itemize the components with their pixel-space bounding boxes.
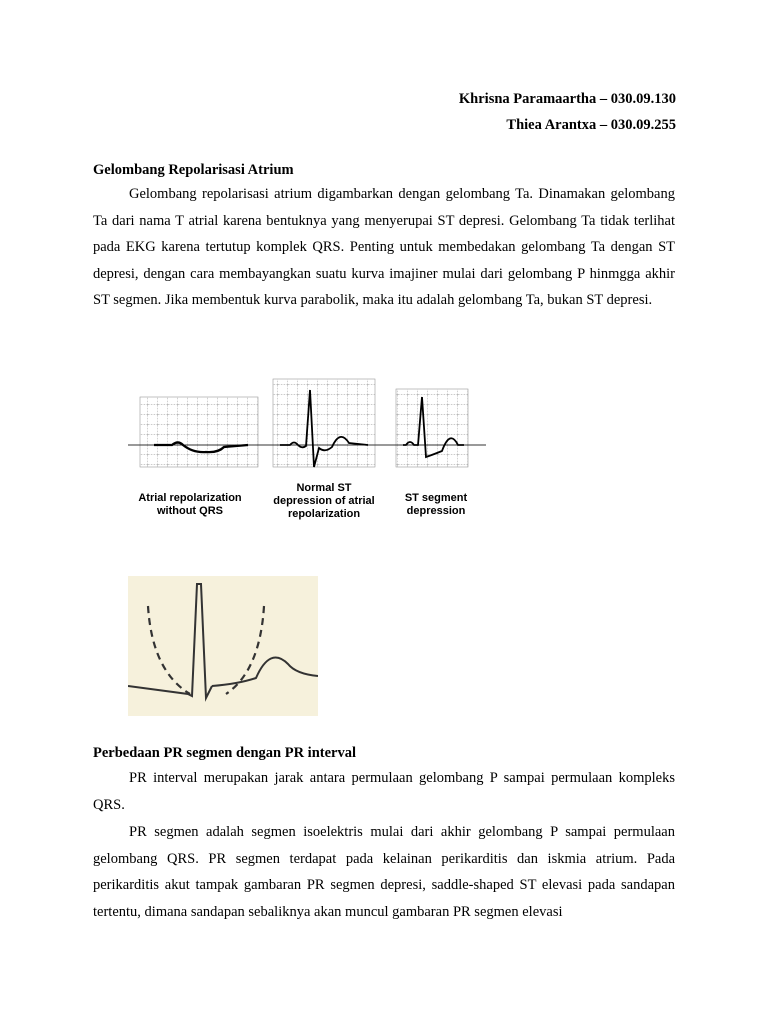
paragraph-pr-segment: PR segmen adalah segmen isoelektris mulai dari akhir gelombang P sampai permulaan gelombang QRS. PR segmen terdapat pada kelainan perikarditis dan iskmia atrium. Pada perikarditis akut tampak gambaran PR segmen depresi, saddle-shaped ST elevasi pada sandapan tertentu, dimana sandapan sebaliknya akan muncul gambaran PR segmen elevasi — [93, 824, 675, 920]
ecg-grid-panel-1 — [140, 397, 258, 467]
ecg-figure-panels — [128, 375, 488, 475]
section-heading-atrial-repolarization: Gelombang Repolarisasi Atrium — [93, 162, 294, 178]
caption-st-segment-depression: ST segment depression — [404, 492, 468, 517]
paragraph-atrial-repolarization: Gelombang repolarisasi atrium digambarkan dengan gelombang Ta. Dinamakan gelombang Ta dari nama T atrial karena bentuknya yang menyerupai ST depresi. Gelombang Ta tidak terlihat pada EKG karena tertutup komplek QRS. Penting untuk membedakan gelombang Ta dengan ST depresi, dengan cara membayangkan suatu kurva imajiner mulai dari gelombang P hinmgga akhir ST segmen. Jika membentuk kurva parabolik, maka itu adalah gelombang Ta, bukan ST depresi. — [93, 186, 675, 309]
ecg-parabola-background — [128, 576, 318, 716]
ecg-parabolic-curve-figure — [128, 576, 318, 716]
paragraph-pr-interval: PR interval merupakan jarak antara permulaan gelombang P sampai permulaan kompleks QRS. — [93, 770, 675, 813]
ecg-grid-panel-2 — [273, 379, 375, 467]
author-line-2: Thiea Arantxa – 030.09.255 — [506, 117, 676, 133]
author-line-1: Khrisna Paramaartha – 030.09.130 — [458, 91, 676, 107]
author-block — [459, 86, 676, 138]
caption-atrial-repolarization-without-qrs: Atrial repolarization without QRS — [138, 492, 242, 517]
caption-normal-st-depression: Normal ST depression of atrial repolarization — [273, 482, 375, 520]
section-heading-pr-segment-vs-interval: Perbedaan PR segmen dengan PR interval — [93, 745, 356, 761]
